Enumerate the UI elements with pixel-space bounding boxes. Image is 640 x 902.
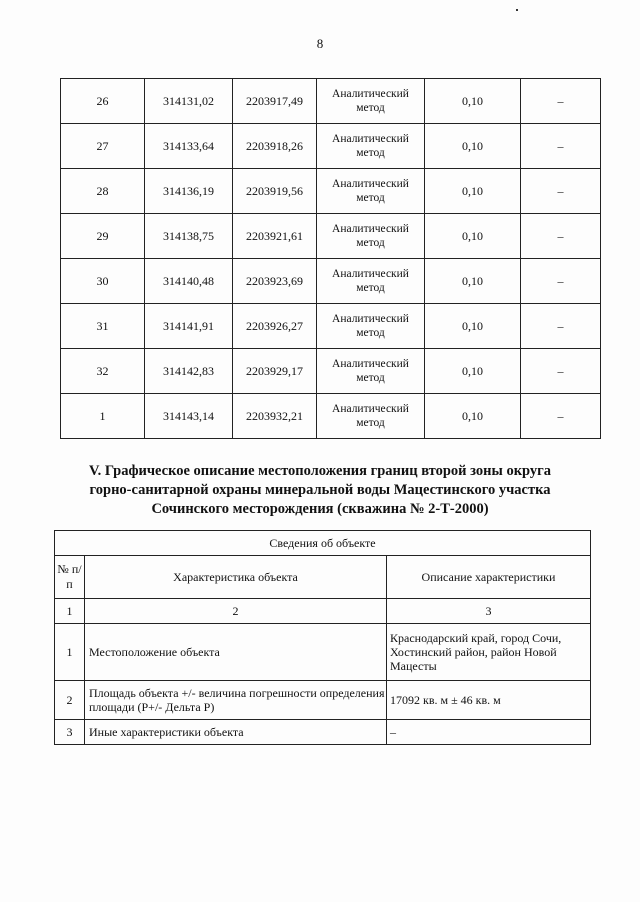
accuracy: 0,10 — [425, 169, 521, 214]
table-row — [61, 304, 601, 349]
accuracy: 0,10 — [425, 79, 521, 124]
section-title-line: V. Графическое описание местоположения границ второй зоны округа — [88, 463, 552, 479]
column-number-row — [55, 599, 591, 624]
coord-x: 314131,02 — [145, 79, 233, 124]
coord-y: 2203921,61 — [233, 214, 317, 259]
coord-x: 314141,91 — [145, 304, 233, 349]
table-row — [55, 681, 591, 720]
extra-value: – — [521, 169, 601, 214]
point-number: 30 — [61, 259, 145, 304]
row-description: Краснодарский край, город Сочи, Хостинский район, район Новой Мацесты — [387, 624, 591, 681]
extra-value: – — [521, 304, 601, 349]
object-info-table — [54, 530, 591, 745]
header-num: № п/п — [55, 556, 85, 599]
row-characteristic: Иные характеристики объекта — [85, 720, 387, 745]
table-header-row — [55, 556, 591, 599]
table-row — [61, 259, 601, 304]
coordinates-table-body — [61, 79, 601, 439]
page-number: 8 — [316, 36, 324, 51]
method: Аналитический метод — [317, 349, 425, 394]
coord-x: 314143,14 — [145, 394, 233, 439]
point-number: 29 — [61, 214, 145, 259]
extra-value: – — [521, 394, 601, 439]
coord-x: 314138,75 — [145, 214, 233, 259]
table-row — [55, 720, 591, 745]
coord-y: 2203918,26 — [233, 124, 317, 169]
point-number: 1 — [61, 394, 145, 439]
section-title-line: горно-санитарной охраны минеральной воды Мацестинского участка — [89, 482, 551, 498]
coordinates-table — [60, 78, 601, 439]
coord-x: 314142,83 — [145, 349, 233, 394]
method: Аналитический метод — [317, 214, 425, 259]
point-number: 28 — [61, 169, 145, 214]
coord-x: 314133,64 — [145, 124, 233, 169]
section-title-line: Сочинского месторождения (скважина № 2-Т-2000) — [151, 501, 489, 517]
coord-x: 314136,19 — [145, 169, 233, 214]
column-number: 2 — [85, 599, 387, 624]
section-title — [40, 462, 600, 519]
coord-y: 2203929,17 — [233, 349, 317, 394]
point-number: 26 — [61, 79, 145, 124]
method: Аналитический метод — [317, 304, 425, 349]
coord-x: 314140,48 — [145, 259, 233, 304]
accuracy: 0,10 — [425, 214, 521, 259]
header-description: Описание характеристики — [387, 556, 591, 599]
table-row — [61, 124, 601, 169]
accuracy: 0,10 — [425, 349, 521, 394]
accuracy: 0,10 — [425, 124, 521, 169]
table-row — [61, 169, 601, 214]
table-caption: Сведения об объекте — [55, 531, 591, 556]
table-row — [55, 624, 591, 681]
row-description: – — [387, 720, 591, 745]
accuracy: 0,10 — [425, 394, 521, 439]
extra-value: – — [521, 214, 601, 259]
coord-y: 2203917,49 — [233, 79, 317, 124]
row-number: 2 — [55, 681, 85, 720]
coord-y: 2203923,69 — [233, 259, 317, 304]
accuracy: 0,10 — [425, 304, 521, 349]
row-characteristic: Площадь объекта +/- величина погрешности определения площади (Р+/- Дельта Р) — [85, 681, 387, 720]
row-description: 17092 кв. м ± 46 кв. м — [387, 681, 591, 720]
row-number: 1 — [55, 624, 85, 681]
extra-value: – — [521, 259, 601, 304]
accuracy: 0,10 — [425, 259, 521, 304]
row-characteristic: Местоположение объекта — [85, 624, 387, 681]
point-number: 32 — [61, 349, 145, 394]
extra-value: – — [521, 124, 601, 169]
method: Аналитический метод — [317, 259, 425, 304]
coord-y: 2203932,21 — [233, 394, 317, 439]
row-number: 3 — [55, 720, 85, 745]
table-row — [61, 214, 601, 259]
table-caption-row — [55, 531, 591, 556]
extra-value: – — [521, 349, 601, 394]
method: Аналитический метод — [317, 169, 425, 214]
point-number: 27 — [61, 124, 145, 169]
column-number: 3 — [387, 599, 591, 624]
column-number: 1 — [55, 599, 85, 624]
point-number: 31 — [61, 304, 145, 349]
method: Аналитический метод — [317, 124, 425, 169]
coord-y: 2203919,56 — [233, 169, 317, 214]
table-row — [61, 394, 601, 439]
coord-y: 2203926,27 — [233, 304, 317, 349]
extra-value: – — [521, 79, 601, 124]
table-row — [61, 349, 601, 394]
header-characteristic: Характеристика объекта — [85, 556, 387, 599]
method: Аналитический метод — [317, 79, 425, 124]
method: Аналитический метод — [317, 394, 425, 439]
table-row — [61, 79, 601, 124]
scan-speck — [516, 9, 518, 11]
